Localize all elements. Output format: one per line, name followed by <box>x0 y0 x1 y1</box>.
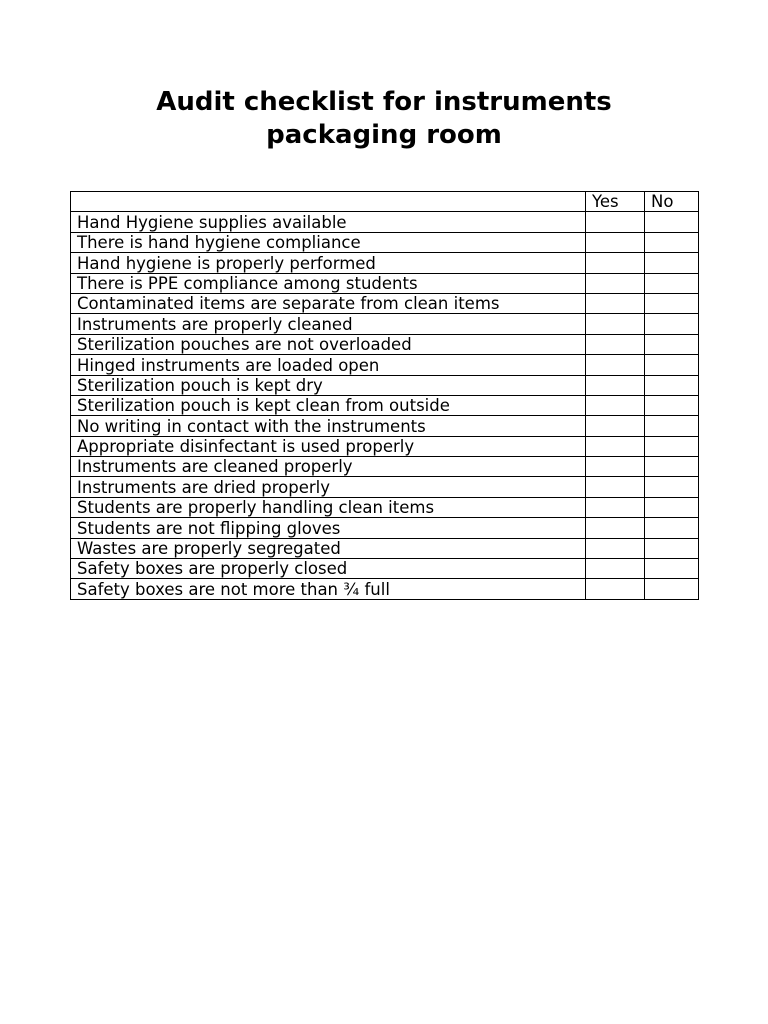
no-checkbox-cell[interactable] <box>645 375 699 395</box>
no-checkbox-cell[interactable] <box>645 314 699 334</box>
table-row <box>71 538 699 558</box>
checklist-item-label: Appropriate disinfectant is used properly <box>71 436 586 456</box>
yes-checkbox-cell[interactable] <box>586 538 645 558</box>
table-row <box>71 293 699 313</box>
no-checkbox-cell[interactable] <box>645 293 699 313</box>
table-row <box>71 355 699 375</box>
table-row <box>71 375 699 395</box>
no-checkbox-cell[interactable] <box>645 273 699 293</box>
yes-checkbox-cell[interactable] <box>586 395 645 415</box>
yes-checkbox-cell[interactable] <box>586 559 645 579</box>
checklist-item-label: Students are not flipping gloves <box>71 518 586 538</box>
table-row <box>71 232 699 252</box>
yes-checkbox-cell[interactable] <box>586 293 645 313</box>
checklist-item-label: No writing in contact with the instruments <box>71 416 586 436</box>
table-row <box>71 436 699 456</box>
no-checkbox-cell[interactable] <box>645 457 699 477</box>
table-row <box>71 395 699 415</box>
table-row <box>71 314 699 334</box>
checklist-item-label: Sterilization pouch is kept clean from outside <box>71 395 586 415</box>
no-checkbox-cell[interactable] <box>645 416 699 436</box>
checklist-item-label: Hinged instruments are loaded open <box>71 355 586 375</box>
yes-checkbox-cell[interactable] <box>586 212 645 232</box>
yes-checkbox-cell[interactable] <box>586 253 645 273</box>
checklist-item-label: Instruments are properly cleaned <box>71 314 586 334</box>
table-row <box>71 457 699 477</box>
page-title-line-1: Audit checklist for instruments <box>156 87 612 117</box>
checklist-item-label: Contaminated items are separate from clean items <box>71 293 586 313</box>
yes-checkbox-cell[interactable] <box>586 497 645 517</box>
checklist-item-label: Sterilization pouches are not overloaded <box>71 334 586 354</box>
no-checkbox-cell[interactable] <box>645 518 699 538</box>
no-checkbox-cell[interactable] <box>645 579 699 599</box>
table-row <box>71 334 699 354</box>
table-row <box>71 497 699 517</box>
page-title-line-2: packaging room <box>266 120 502 150</box>
yes-checkbox-cell[interactable] <box>586 273 645 293</box>
checklist-item-label: Hand Hygiene supplies available <box>71 212 586 232</box>
table-row <box>71 518 699 538</box>
checklist-item-label: Wastes are properly segregated <box>71 538 586 558</box>
yes-checkbox-cell[interactable] <box>586 314 645 334</box>
no-checkbox-cell[interactable] <box>645 477 699 497</box>
yes-checkbox-cell[interactable] <box>586 436 645 456</box>
yes-checkbox-cell[interactable] <box>586 457 645 477</box>
yes-checkbox-cell[interactable] <box>586 477 645 497</box>
table-header-row <box>71 192 699 212</box>
no-checkbox-cell[interactable] <box>645 538 699 558</box>
checklist-item-label: Safety boxes are not more than ¾ full <box>71 579 586 599</box>
no-checkbox-cell[interactable] <box>645 395 699 415</box>
table-row <box>71 559 699 579</box>
page-title <box>0 86 768 152</box>
table-row <box>71 212 699 232</box>
checklist-item-label: Hand hygiene is properly performed <box>71 253 586 273</box>
table-row <box>71 579 699 599</box>
no-checkbox-cell[interactable] <box>645 232 699 252</box>
yes-checkbox-cell[interactable] <box>586 355 645 375</box>
no-checkbox-cell[interactable] <box>645 497 699 517</box>
yes-checkbox-cell[interactable] <box>586 334 645 354</box>
yes-checkbox-cell[interactable] <box>586 416 645 436</box>
yes-checkbox-cell[interactable] <box>586 579 645 599</box>
header-no-column: No <box>645 192 699 212</box>
checklist-item-label: Instruments are dried properly <box>71 477 586 497</box>
audit-checklist-table <box>70 191 699 600</box>
header-yes-column: Yes <box>586 192 645 212</box>
table-row <box>71 253 699 273</box>
checklist-item-label: Instruments are cleaned properly <box>71 457 586 477</box>
table-row <box>71 477 699 497</box>
checklist-item-label: There is PPE compliance among students <box>71 273 586 293</box>
header-item-column <box>71 192 586 212</box>
table-row <box>71 273 699 293</box>
checklist-item-label: There is hand hygiene compliance <box>71 232 586 252</box>
checklist-item-label: Safety boxes are properly closed <box>71 559 586 579</box>
yes-checkbox-cell[interactable] <box>586 232 645 252</box>
no-checkbox-cell[interactable] <box>645 436 699 456</box>
no-checkbox-cell[interactable] <box>645 559 699 579</box>
no-checkbox-cell[interactable] <box>645 334 699 354</box>
yes-checkbox-cell[interactable] <box>586 375 645 395</box>
yes-checkbox-cell[interactable] <box>586 518 645 538</box>
no-checkbox-cell[interactable] <box>645 212 699 232</box>
table-row <box>71 416 699 436</box>
checklist-item-label: Sterilization pouch is kept dry <box>71 375 586 395</box>
checklist-item-label: Students are properly handling clean items <box>71 497 586 517</box>
no-checkbox-cell[interactable] <box>645 355 699 375</box>
no-checkbox-cell[interactable] <box>645 253 699 273</box>
